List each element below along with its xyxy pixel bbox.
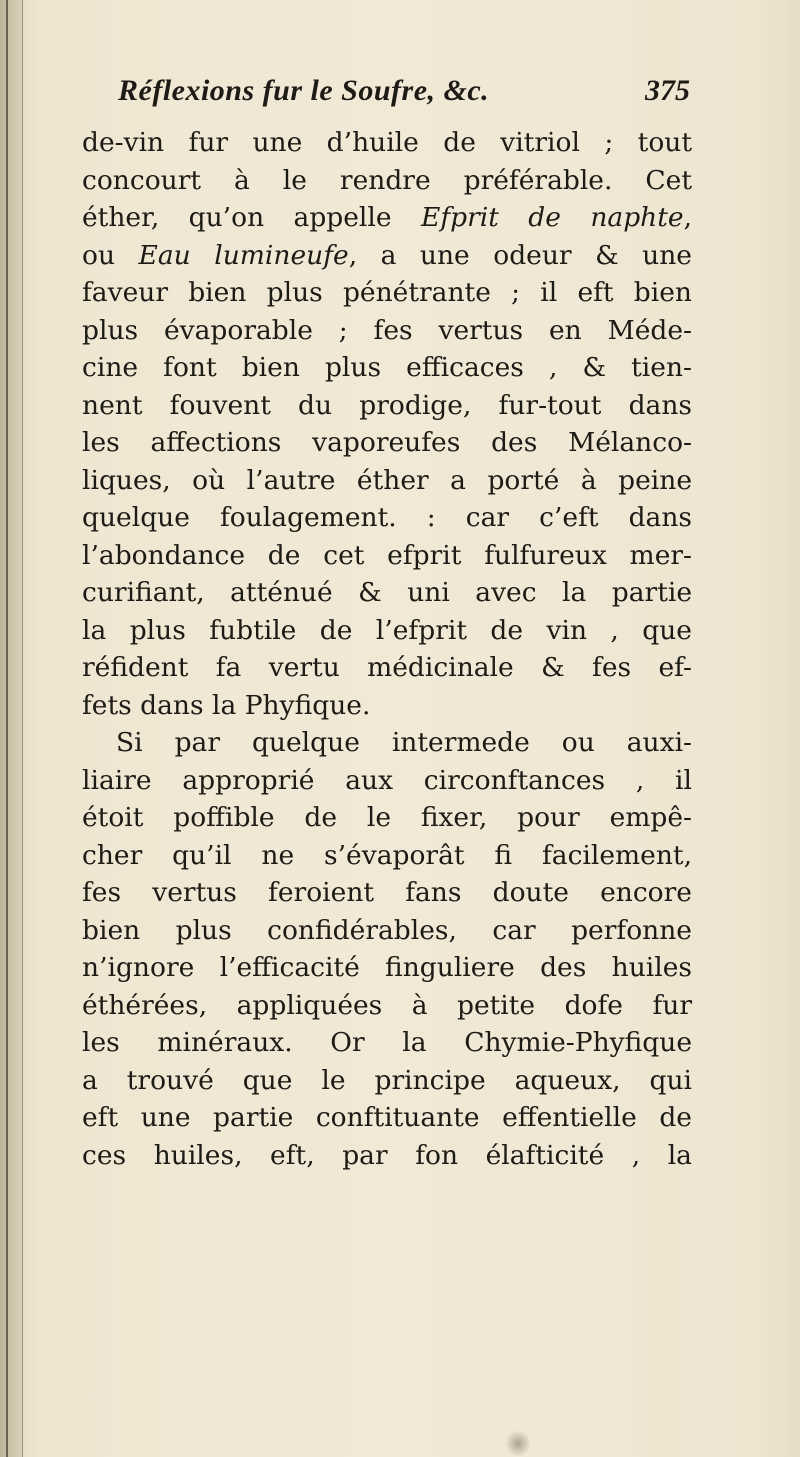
text-line: concourt à le rendre préférable. Cet	[82, 164, 692, 196]
text-segment: , a une odeur & une	[348, 239, 692, 271]
text-line	[82, 199, 692, 237]
text-line: ces huiles, eft, par fon élafticité , la	[82, 1139, 692, 1171]
text-line	[82, 237, 692, 275]
text-line: les affections vaporeufes des Mélanco-	[82, 427, 692, 458]
page-header	[118, 74, 690, 118]
binding-edge-line	[6, 0, 8, 1457]
text-line: nent fouvent du prodige, fur-tout dans	[82, 389, 692, 421]
text-line: l’abondance de cet efprit fulfureux mer-	[82, 539, 692, 571]
text-segment: éther, qu’on appelle	[82, 202, 392, 233]
italic-term-esprit-de-naphte: Efprit de naphte	[420, 202, 684, 233]
text-line: curifiant, atténué & uni avec la partie	[82, 577, 692, 608]
text-line: de-vin fur une d’huile de vitriol ; tout	[82, 127, 692, 158]
text-line: n’ignore l’efficacité finguliere des huiles	[82, 952, 692, 983]
text-line: plus évaporable ; fes vertus en Méde-	[82, 314, 692, 346]
text-line: réfident fa vertu médicinale & fes ef-	[82, 652, 692, 683]
text-line: quelque foulagement. : car c’eft dans	[82, 502, 692, 533]
page-number: 375	[645, 74, 690, 107]
text-line: fes vertus feroient fans doute encore	[82, 877, 692, 908]
text-line: liaire approprié aux circonftances , il	[82, 764, 692, 796]
text-line: la plus fubtile de l’efprit de vin , que	[82, 614, 692, 646]
text-line: fets dans la Phyfique.	[82, 689, 371, 721]
body-text	[82, 124, 692, 1174]
text-line: éthérées, appliquées à petite dofe fur	[82, 989, 692, 1021]
text-line: étoit poffible de le fixer, pour empê-	[82, 802, 692, 833]
page-binding	[0, 0, 23, 1457]
ink-smudge	[505, 1430, 531, 1457]
text-line: a trouvé que le principe aqueux, qui	[82, 1064, 692, 1096]
running-title: Réflexions fur le Soufre, &c.	[118, 74, 490, 107]
text-segment: ,	[683, 202, 692, 233]
text-line: cher qu’il ne s’évaporât fi facilement,	[82, 839, 692, 871]
text-line: liques, où l’autre éther a porté à peine	[82, 464, 692, 496]
text-line: bien plus confidérables, car perfonne	[82, 914, 692, 946]
italic-term-eau-lumineuse: Eau lumineufe	[138, 239, 349, 271]
text-line: Si par quelque intermede ou auxi-	[116, 727, 692, 758]
text-segment: ou	[82, 239, 116, 271]
text-line: faveur bien plus pénétrante ; il eft bien	[82, 277, 692, 308]
text-line: les minéraux. Or la Chymie-Phyfique	[82, 1027, 692, 1058]
text-line: eft une partie conftituante effentielle de	[82, 1102, 692, 1133]
text-line: cine font bien plus efficaces , & tien-	[82, 352, 692, 383]
